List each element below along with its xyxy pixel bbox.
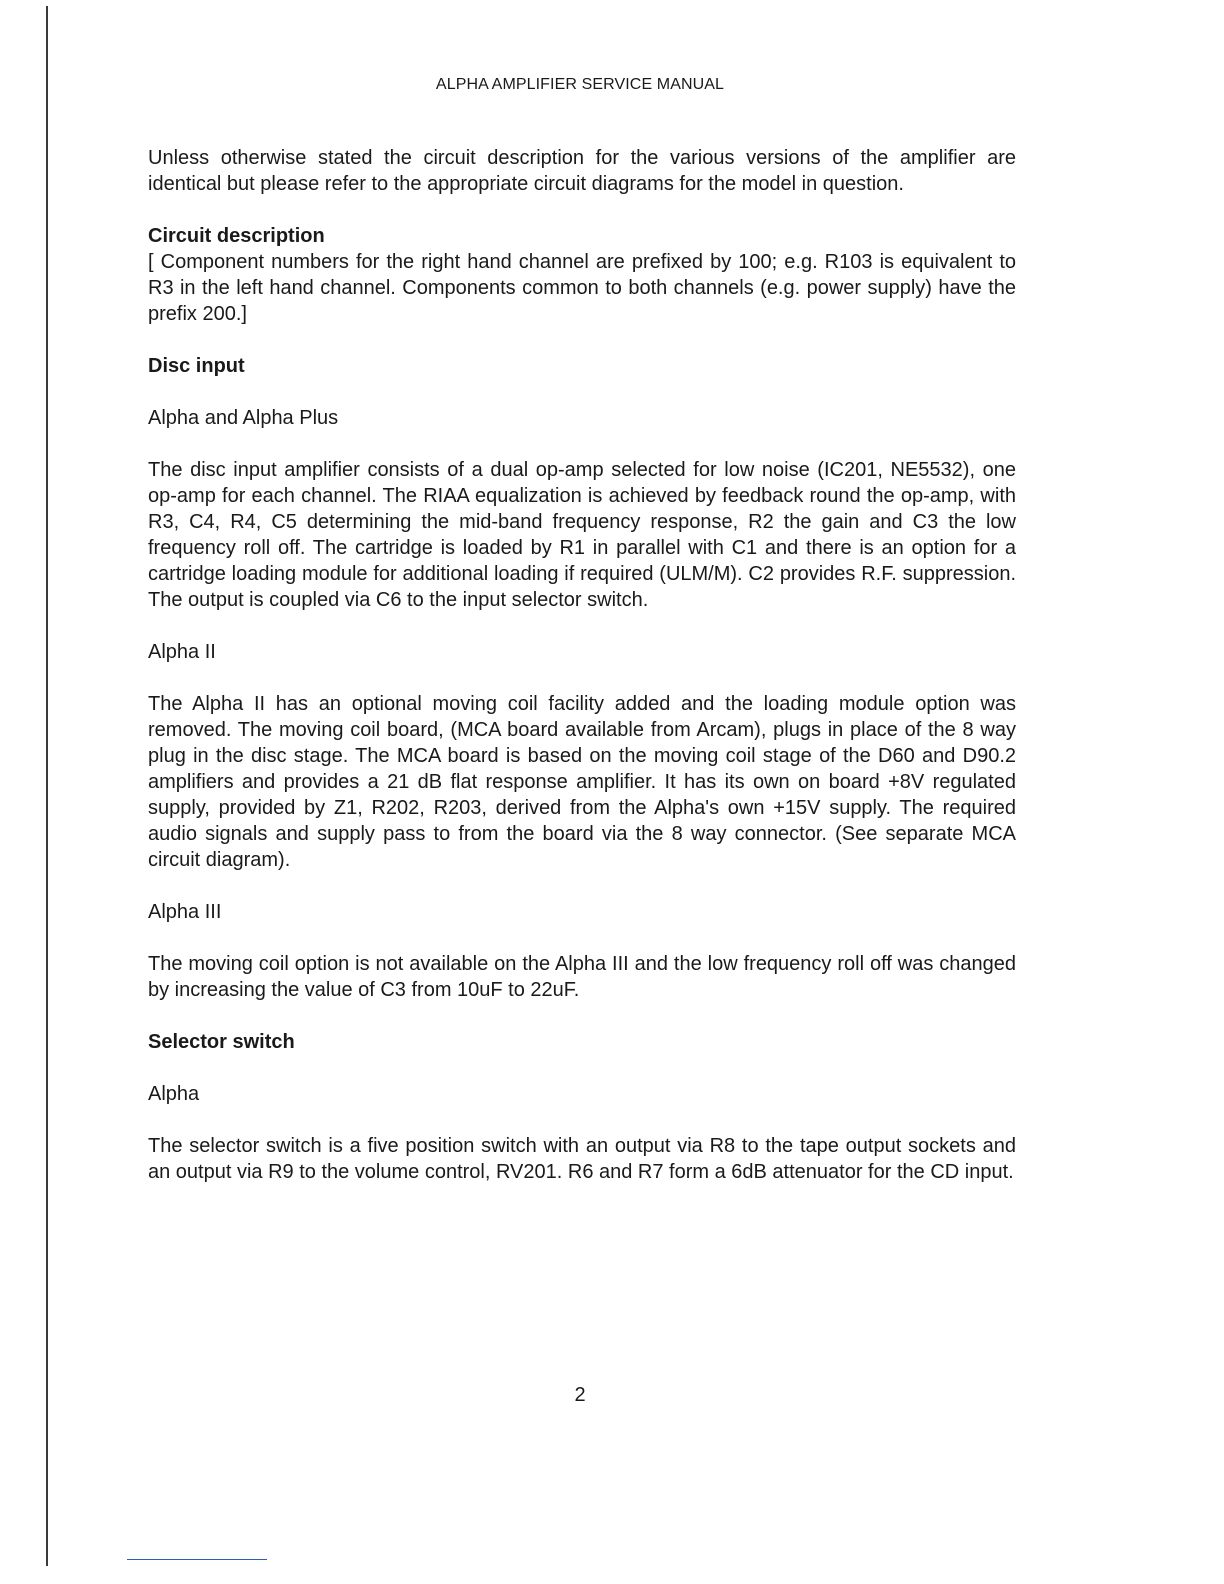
alpha-ii-paragraph: The Alpha II has an optional moving coil facility added and the loading module option was removed. The moving coil board, (MCA board available from Arcam), plugs in place of the 8 way plug in the disc stage. The MCA board is based on the moving coil stage of the D60 and D90.2 amplifiers and provides a 21 dB flat response amplifier. It has its own on board +8V regulated supply, provided by Z1, R202, R203, derived from the Alpha's own +15V supply. The required audio signals and supply pass to from the board via the 8 way connector. (See separate MCA circuit diagram). (148, 693, 1016, 871)
alpha-ii-subheading: Alpha II (148, 641, 216, 663)
running-title: ALPHA AMPLIFIER SERVICE MANUAL (435, 76, 725, 93)
disc-input-heading: Disc input (148, 355, 245, 377)
circuit-description-heading: Circuit description (148, 225, 325, 247)
footer-rule (127, 1559, 267, 1560)
intro-paragraph: Unless otherwise stated the circuit description for the various versions of the amplifier are identical but please refer to the appropriate circuit diagrams for the model in question. (148, 147, 1016, 195)
alpha-iii-paragraph: The moving coil option is not available on the Alpha III and the low frequency roll off was changed by increasing the value of C3 from 10uF to 22uF. (148, 953, 1016, 1001)
circuit-description-paragraph: [ Component numbers for the right hand channel are prefixed by 100; e.g. R103 is equivalent to R3 in the left hand channel. Components common to both channels (e.g. power supply) have the prefix 200.] (148, 251, 1016, 325)
alpha-plus-subheading: Alpha and Alpha Plus (148, 407, 339, 429)
alpha-plus-paragraph: The disc input amplifier consists of a dual op-amp selected for low noise (IC201, NE5532), one op-amp for each channel. The RIAA equalization is achieved by feedback round the op-amp, with R3, C4, R4, C5 determining the mid-band frequency response, R2 the gain and C3 the low frequency roll off. The cartridge is loaded by R1 in parallel with C1 and there is an option for a cartridge loading module for additional loading if required (ULM/M). C2 provides R.F. suppression. The output is coupled via C6 to the input selector switch. (148, 459, 1016, 611)
selector-switch-heading: Selector switch (148, 1031, 295, 1053)
page-content (148, 145, 1016, 1185)
page-number: 2 (574, 1384, 586, 1406)
selector-switch-paragraph: The selector switch is a five position switch with an output via R8 to the tape output sockets and an output via R9 to the volume control, RV201. R6 and R7 form a 6dB attenuator for the CD input. (148, 1135, 1016, 1183)
alpha-subheading: Alpha (148, 1083, 200, 1105)
alpha-iii-subheading: Alpha III (148, 901, 222, 923)
binding-edge-line (46, 6, 48, 1566)
